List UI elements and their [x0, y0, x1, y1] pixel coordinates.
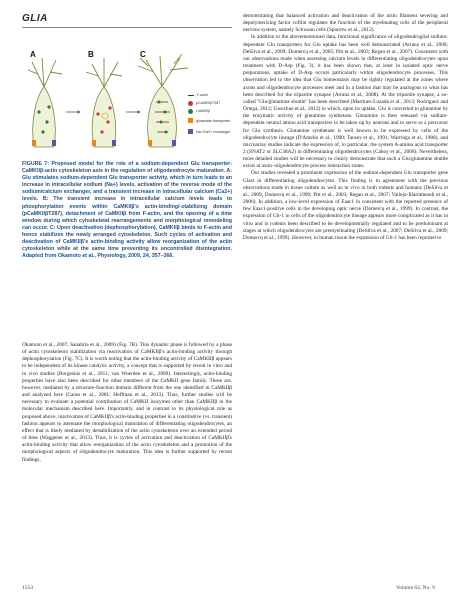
legend-item-glutamate-transporter	[188, 116, 238, 125]
legend-label: glutamate transporter	[196, 118, 231, 123]
panel-label-b: B	[88, 50, 94, 59]
legend-swatch	[188, 118, 193, 123]
journal-title: GLIA	[22, 13, 48, 24]
figure-7	[22, 52, 232, 160]
panel-label-c: C	[140, 50, 146, 59]
panel-b-cell	[86, 58, 122, 147]
legend-swatch	[188, 101, 193, 106]
legend-item-camkii	[188, 108, 238, 114]
panel-c-cell	[138, 54, 188, 147]
right-column	[243, 13, 448, 242]
left-column	[22, 342, 232, 464]
legend-label: pCaMKIIβT287	[196, 101, 221, 105]
legend-item-pcamkii	[188, 100, 238, 106]
paragraph: In addition to the abovementioned data, functional significance of oligodendroglial sodium-dependent Glu transporters for Glu uptake has been well demonstrated (Arranz et al., 2008; DeSilva et al., 2009; Domercq et al., 2005; Pitt et al., 2003; Regan et al., 2007). Consistent with our observations made when assessing calcium levels in differentiating oligodendrocytes upon treatment with D-Asp (Fig. 3), it has been shown that, at least in isolated optic nerve preparations, uptake of D-Asp occurs particularly within oligodendrocyte processes. This observation led to the idea that Glu homeostasis may be tightly regulated at the zones where axons and oligodendrocyte processes meet and in a fashion that may be analogous to what has been described for the tripartite synapse (Arranz et al., 2008). At the tripartite synapse, a so-called "Glu/glutamine shuttle" has been described (Martinez-Lozada et al., 2013; Rodriguez and Ortega, 2012; Uwechue et al., 2012) in which, upon its uptake, Glu is converted to glutamine by the enzymatic activity of glutamine synthetase. Glutamine is then released via sodium-dependent neutral amino acid transporters to be taken up by neurons and to serve as a precursor for Glu synthesis. Glutamine synthetase is well known to be expressed by cells of the oligodendrocyte lineage (D'Amelio et al., 1990; Tansey et al., 1991; Warringa et al., 1988), and microarray studies indicate the expression of, in particular, the system A-amino acid transporter 2 (SNAT2 or SLC38A2) in differentiating oligodendrocytes (Cahoy et al., 2008). Nevertheless, more detailed studies will be necessary to clearly demonstrate that such a Glu/glutamine shuttle exists at axon–oligodendrocyte process interaction zones.	[243, 34, 448, 170]
paragraph: Okamoto et al., 2007; Sanabria et al., 2009) (Fig. 7B). This dynamic phase is followed by a phase of actin cytoskeleton stabilization via reactivation of CaMKIIβ's actin-binding activity through dephosphorylation (Fig. 7C). It is worth noting that the actin-binding activity of CaMKIIβ appears to be independent of its kinase catalytic activity, a concept that is supported by recent in vitro and in vivo studies (Borgesius et al., 2011; van Woerden et al., 2009). Interestingly, actin-binding properties have also been described for other members of the CaMKII gene family. These are, however, mediated by a structure-function domain different from the one identified in CaMKIIβ and analyzed here (Caran et al., 2001; Hoffman et al., 2013). Thus, further studies will be necessary to evaluate a potential contribution of CaMKII isozymes other than CaMKIIβ in the molecular mechanism described here. Importantly, and in contrast to its physiological role as proposed above, inactivation of CaMKIIβ's actin-binding properties in a constitutive (vs. transient) fashion appears to attenuate the morphological maturation of differentiating oligodendrocytes, an effect that is likely mediated by destabilization of the actin cytoskeleton over an extended period of time (Waggener et al., 2013). Thus, it is cycles of activation and deactivation of CaMKIIβ's actin-binding activity that allow reorganization of the actin cytoskeleton and a promotion of the morphological aspects of oligodendrocyte maturation. This idea is further supported by recent findings,	[22, 342, 232, 463]
legend-label: CaMKIIβ	[196, 109, 211, 113]
legend-swatch	[188, 95, 194, 96]
panel-a-cell	[28, 58, 62, 147]
legend-item-f-actin	[188, 92, 238, 98]
legend-swatch	[188, 129, 193, 134]
figure-legend	[188, 92, 238, 138]
volume-info: Volume 62, No. 9	[396, 585, 435, 591]
legend-swatch	[188, 109, 193, 114]
paragraph: demonstrating that balanced activation and deactivation of the actin filament severing and depolymerizing factor cofilin regulates the function of the myelinating cells of the peripheral nervous system, namely Schwann cells (Sparrow et al., 2012).	[243, 13, 448, 34]
page-number: 1554	[22, 585, 33, 591]
legend-label: Na+/Ca2+ exchanger	[196, 129, 231, 134]
header-rule	[22, 27, 232, 28]
paragraph: Our studies revealed a prominent expression of the sodium-dependent Glu transporter gene Glast in differentiating oligodendrocytes. This finding is in agreement with the previous observations made in tissue culture as well as in vivo in both rodents and humans (DeSilva et al., 2009; Domercq et al., 1999; Pitt et al., 2003; Regan et al., 2007; Vallejo-Illarramendi et al., 2006). In addition, a low-level expression of Eaac1 in consistent with the reported presence of few Eaac1-positive cells in the developing optic nerve (Domercq et al., 1999). In contrast, the expression of Glt-1 in cells of the oligodendrocyte lineage appears more complicated as it has in vitro and in rodents been described to be developmentally regulated and to be predominant at stages at which oligodendrocytes are premyelinating (DeSilva et al., 2007; DeSilva et al., 2009; Domercq et al., 1999). However, in human tissue the expression of Glt-1 has been reported to	[243, 170, 448, 241]
legend-item-exchanger	[188, 127, 238, 136]
panel-label-a: A	[30, 50, 36, 59]
legend-label: F-actin	[197, 93, 208, 97]
figure-caption: FIGURE 7: Proposed model for the role of a sodium-dependent Glu transporter-CaMKIIβ-actin cytoskeleton axis in the regulation of oligodendrocyte maturation. A: Glu stimulates sodium-dependent Glu transporter activity, which in turn leads to an increase in intracellular sodium (Na+) levels, activation of the reverse mode of the sodium/calcium exchanger, and a transient increase in intracellular calcium (Ca2+) levels. B: The transient increase in intracellular calcium levels leads to phosphorylation events within CaMKIIβ's actin-binding/-stabilizing domain (pCaMKIIβT287), detachment of CaMKIIβ from F-actin, and the opening of a time window during which cytoskeletal rearrangements and morphological remodeling can occur. C: Upon deactivation (dephosphorylation), CaMKIIβ binds to F-actin and hence stabilizes the newly arranged cytoskeleton. Such cycles of activation and deactivation of CaMKIIβ's actin-binding activity allow reorganization of the actin cytoskeleton while at the same time preventing its uncontrolled disintegration. Adapted from Okamoto et al., Physiology, 2009, 24, 357–366.	[22, 161, 232, 260]
